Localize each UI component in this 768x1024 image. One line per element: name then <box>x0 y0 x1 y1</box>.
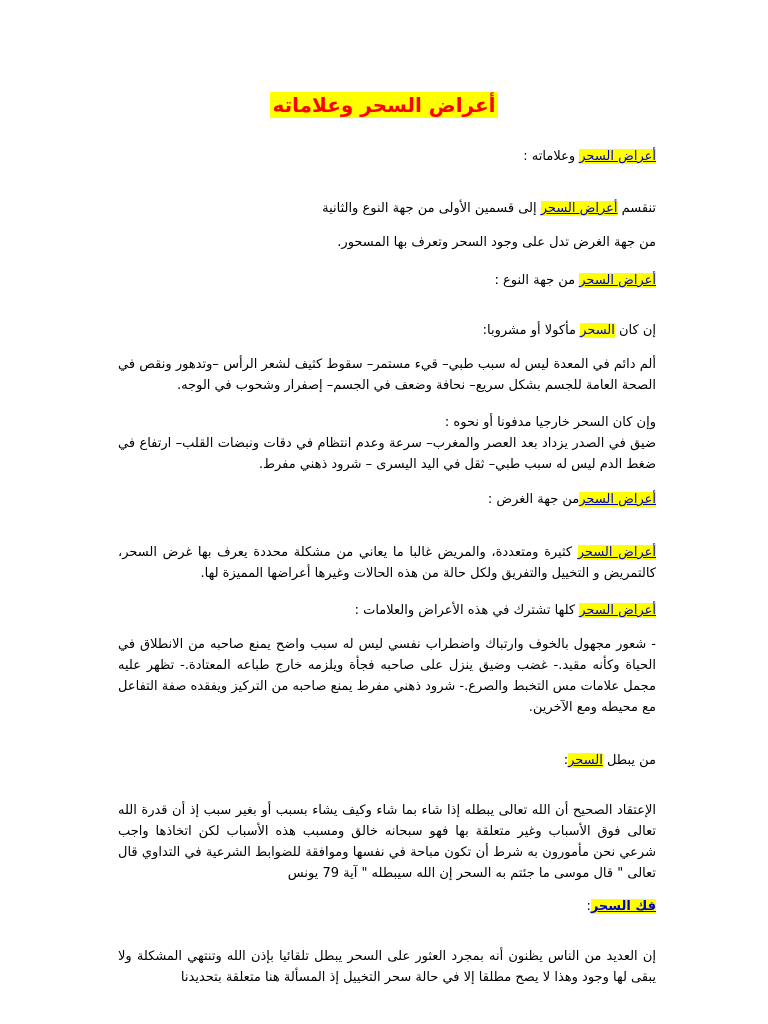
purpose-paragraph: أعراض السحر كثيرة ومتعددة، والمريض غالبا ما يعاني من مشكلة محددة يعرف بها غرض السحر، كالتمريض و التخييل والتفريق ولكل حالة من هذه الحالات وغيرها أعراضها المميزة لها. <box>118 545 656 581</box>
heading-undo-magic: فك السحر: <box>586 899 656 914</box>
highlight-keyword: السحر <box>568 753 603 768</box>
highlight-keyword: أعراض السحر <box>579 149 656 164</box>
undo-paragraph: إن العديد من الناس يظنون أنه بمجرد العثور على السحر يبطل تلقائيا بإذن الله وتنتهي المشكلة ولا يبقى لها وجود وهذا لا يصح مطلقا إلا في حالة سحر التخييل إذ المسألة هنا متعلقة بتحديدنا <box>118 949 656 985</box>
highlight-keyword: أعراض السحر <box>577 545 656 560</box>
highlight-keyword: فك السحر <box>590 899 656 914</box>
document-title: أعراض السحر وعلاماته <box>272 93 496 117</box>
heading-by-type: أعراض السحر من جهة النوع : <box>494 273 656 288</box>
heading-common-signs: أعراض السحر كلها تشترك في هذه الأعراض والعلامات : <box>354 603 656 618</box>
title-container <box>0 92 768 118</box>
highlight-keyword: أعراض السحر <box>540 201 618 216</box>
belief-paragraph: الإعتقاد الصحيح أن الله تعالى يبطله إذا شاء بما شاء وكيف يشاء بسبب أو بغير سبب إذ أن قدرة الله تعالى فوق الأسباب وغير متعلقة بها فهو سبحانه خالق ومسبب هذه الأسباب لكن اتخاذها واجب شرعي نحن مأمورون به شرط أن تكون مباحة في نفسها وموافقة للضوابط الشرعية في التداوي قال تعالى " قال موسى ما جئتم به السحر إن الله سيبطله " آية 79 يونس <box>118 803 656 881</box>
heading-who-undoes: من يبطل السحر: <box>563 753 656 768</box>
intro-sentence: تنقسم أعراض السحر إلى قسمين الأولى من جهة النوع والثانية <box>322 201 656 216</box>
eaten-symptoms-paragraph: ألم دائم في المعدة ليس له سبب طبي– قيء مستمر– سقوط كثيف لشعر الرأس –وتدهور ونقص في الصحة العامة للجسم بشكل سريع– نحافة وضعف في الجسم– إصفرار وشحوب في الوجه. <box>118 357 656 393</box>
external-heading: وإن كان السحر خارجيا مدفونا أو نحوه : <box>444 415 656 430</box>
highlight-keyword: أعراض السحر <box>579 603 656 618</box>
eaten-heading: إن كان السحر مأكولا أو مشروبا: <box>482 323 656 338</box>
highlight-keyword: السحر <box>580 323 615 338</box>
highlight-keyword: أعراض السحر <box>579 273 656 288</box>
intro-sentence-2: من جهة الغرض تدل على وجود السحر وتعرف بها المسحور. <box>337 235 656 250</box>
heading-by-purpose: أعراض السحرمن جهة الغرض : <box>487 492 656 507</box>
heading-symptoms-and-signs: أعراض السحر وعلاماته : <box>523 149 656 164</box>
highlight-keyword: أعراض السحر <box>579 492 656 507</box>
external-symptoms-paragraph: ضيق في الصدر يزداد بعد العصر والمغرب– سرعة وعدم انتظام في دقات ونبضات القلب– ارتفاع في ضغط الدم ليس له سبب طبي– ثقل في اليد اليسرى – شرود ذهني مفرط. <box>118 436 656 472</box>
common-signs-paragraph: - شعور مجهول بالخوف وارتباك واضطراب نفسي ليس له سبب واضح يمنع صاحبه من الانطلاق في الحياة وكأنه مقيد.- غضب وضيق ينزل على صاحبه فجأة ويلزمه خارج طباعه المعتادة.- تظهر عليه مجمل علامات مس التخبط والصرع.- شرود ذهني مفرط يمنع صاحبه من التركيز ويفقده صفة التفاعل مع محيطه ومع الآخرين. <box>118 637 656 715</box>
